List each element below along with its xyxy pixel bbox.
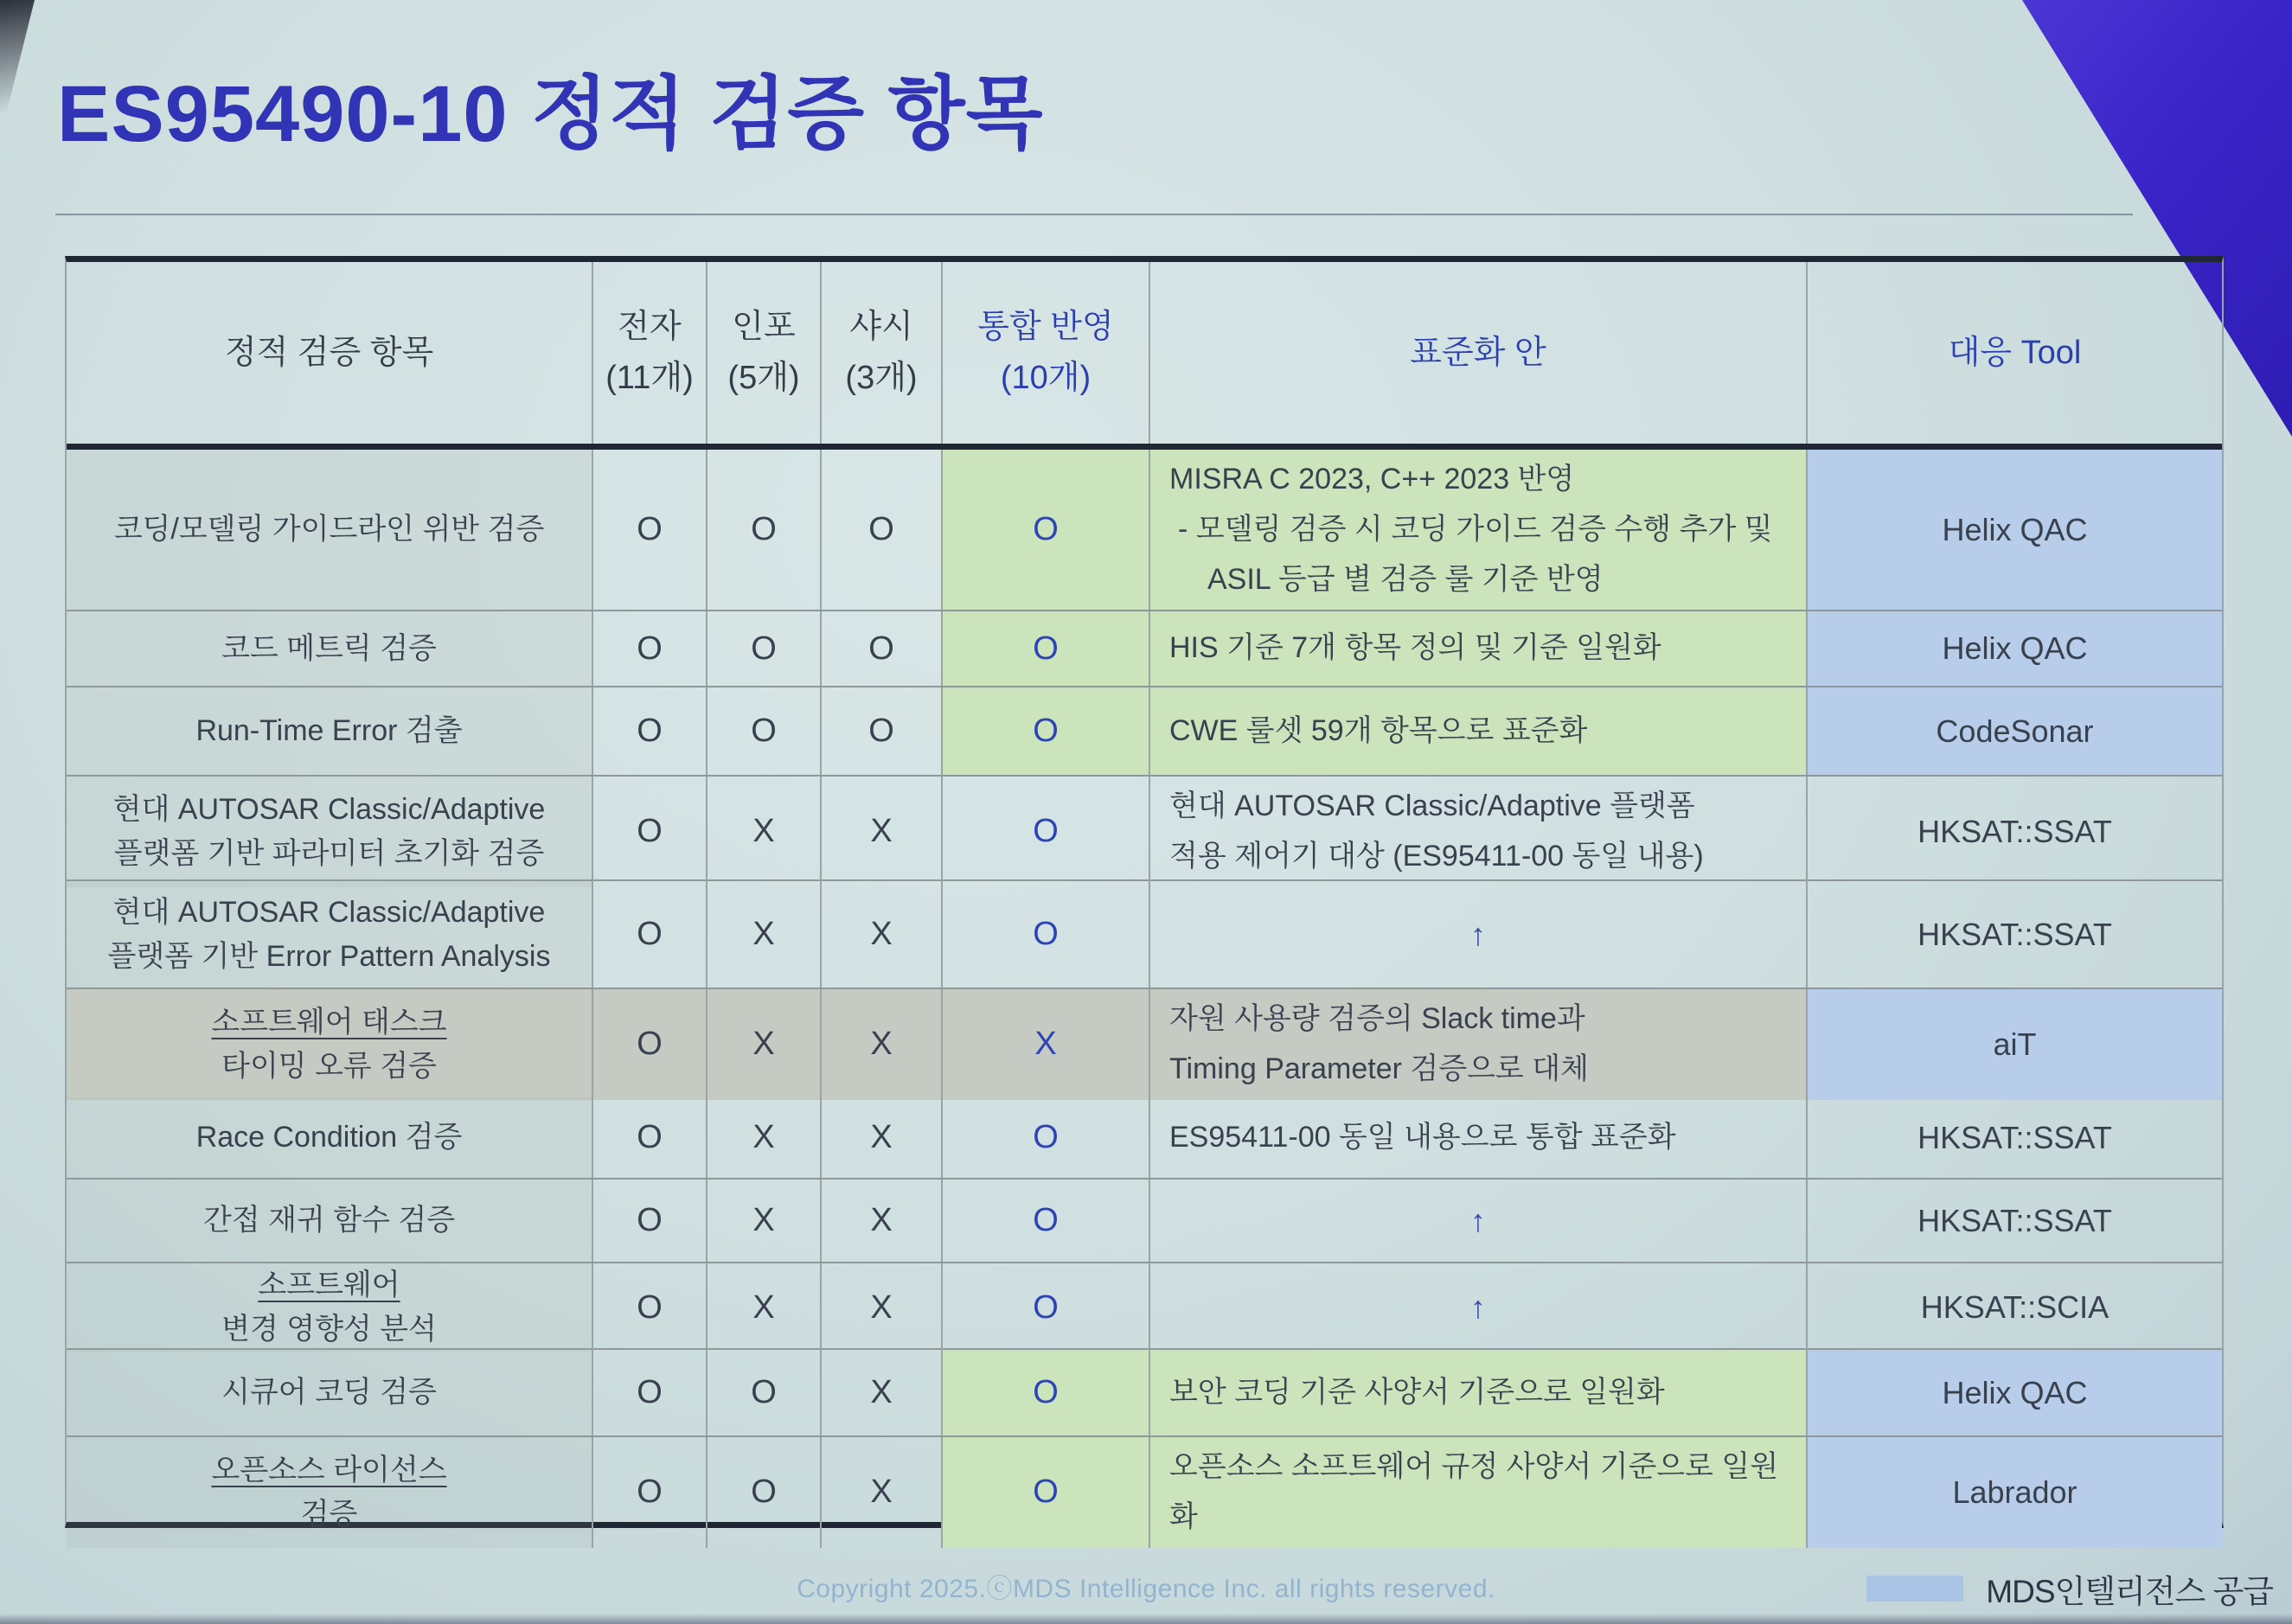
- legend-color-swatch: [1866, 1576, 1963, 1602]
- header-standard: 표준화 안: [1150, 262, 1808, 444]
- header-tool: 대응 Tool: [1948, 334, 2082, 371]
- table-row: 간접 재귀 함수 검증 O X X O ↑ HKSAT::SSAT: [67, 1178, 2222, 1262]
- header-item: 정적 검증 항목: [67, 262, 593, 444]
- header-integrated: 통합 반영 (10개): [943, 262, 1150, 444]
- title-divider: [55, 214, 2133, 215]
- header-chassis: 샤시 (3개): [822, 262, 943, 444]
- table-row: Run-Time Error 검출 O O O O CWE 룰셋 59개 항목으로 표준화 CodeSonar: [67, 686, 2222, 775]
- table-row: 시큐어 코딩 검증 O O X O 보안 코딩 기준 사양서 기준으로 일원화 Helix QAC: [67, 1348, 2222, 1435]
- table-header-row: [67, 262, 2222, 450]
- copyright-text: Copyright 2025.ⓒMDS Intelligence Inc. all rights reserved.: [797, 1575, 1495, 1603]
- same-as-above-arrow: ↑: [1150, 881, 1808, 988]
- header-info: 인포 (5개): [707, 262, 822, 444]
- table-row: 오픈소스 라이선스 검증 O O X O 오픈소스 소프트웨어 규정 사양서 기준으로 일원화 Labrador: [67, 1435, 2222, 1522]
- table-row: 코딩/모델링 가이드라인 위반 검증 O O O O MISRA C 2023, C++ 2023 반영 - 모델링 검증 시 코딩 가이드 검증 수행 추가 및 ASIL 등급 별 검증 룰 기준 반영 Helix QAC: [67, 450, 2222, 610]
- legend-label: MDS인텔리전스 공급: [1986, 1574, 2273, 1609]
- table-row: 코드 메트릭 검증 O O O O HIS 기준 7개 항목 정의 및 기준 일원화 Helix QAC: [67, 610, 2222, 686]
- same-as-above-arrow: ↑: [1150, 1263, 1808, 1352]
- tool-supply-legend: [1866, 1565, 2273, 1612]
- table-body: [67, 450, 2222, 1533]
- header-elec: 전자 (11개): [593, 262, 707, 444]
- photo-bottom-edge-shadow: [0, 1614, 2292, 1624]
- slide-title: ES95490-10 정적 검증 항목: [57, 70, 1044, 158]
- table-row: 현대 AUTOSAR Classic/Adaptive 플랫폼 기반 파라미터 초기화 검증 O X X O 현대 AUTOSAR Classic/Adaptive 플랫폼 적용 제어기 대상 (ES95411-00 동일 내용) HKSAT::SSAT: [67, 775, 2222, 879]
- verification-table: [65, 256, 2224, 1533]
- table-row-replaced: 소프트웨어 태스크 타이밍 오류 검증 O X X X 자원 사용량 검증의 Slack time과 Timing Parameter 검증으로 대체 aiT: [67, 988, 2222, 1096]
- slide-footer: [0, 1565, 2292, 1608]
- photo-edge-artifact: [0, 0, 35, 138]
- table-row: 소프트웨어 변경 영향성 분석 O X X O ↑ HKSAT::SCIA: [67, 1262, 2222, 1348]
- table-row: Race Condition 검증 O X X O ES95411-00 동일 내용으로 통합 표준화 HKSAT::SSAT: [67, 1096, 2222, 1178]
- table-row: 현대 AUTOSAR Classic/Adaptive 플랫폼 기반 Error Pattern Analysis O X X O ↑ HKSAT::SSAT: [67, 879, 2222, 988]
- same-as-above-arrow: ↑: [1150, 1180, 1808, 1262]
